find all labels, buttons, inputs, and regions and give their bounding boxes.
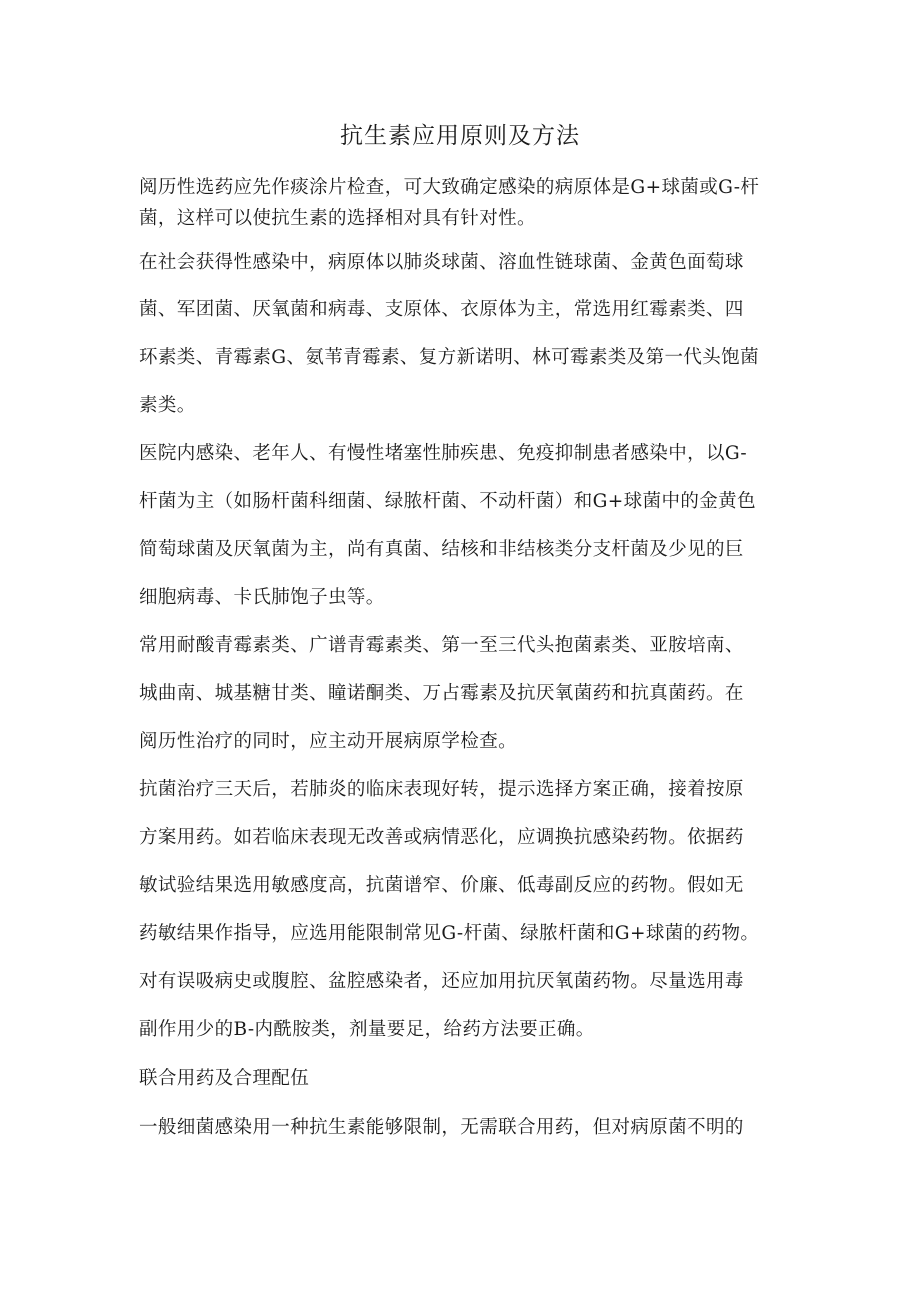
text-line: 常用耐酸青霉素类、广谱青霉素类、第一至三代头抱菌素类、亚胺培南、	[139, 635, 744, 656]
text-line: 阅历性治疗的同时，应主动开展病原学检查。	[139, 731, 518, 752]
text-line: 医院内感染、老年人、有慢性堵塞性肺疾患、免疫抑制患者感染中，以G-	[139, 443, 748, 464]
text-line: 菌、军团菌、厌氧菌和病毒、支原体、衣原体为主，常选用红霉素类、四	[139, 299, 744, 320]
text-line: 杆菌为主（如肠杆菌科细菌、绿脓杆菌、不动杆菌）和G+球菌中的金黄色	[139, 491, 756, 512]
text-line: 菌，这样可以使抗生素的选择相对具有针对性。	[139, 208, 536, 229]
text-line: 一般细菌感染用一种抗生素能够限制，无需联合用药，但对病原菌不明的	[139, 1117, 744, 1138]
text-line: 简萄球菌及厌氧菌为主，尚有真菌、结核和非结核类分支杆菌及少见的巨	[139, 539, 744, 560]
section-heading: 联合用药及合理配伍	[139, 1068, 310, 1089]
text-line: 在社会获得性感染中，病原体以肺炎球菌、溶血性链球菌、金黄色面萄球	[139, 252, 744, 273]
text-line: 环素类、青霉素G、氨苇青霉素、复方新诺明、林可霉素类及第一代头饱菌	[139, 347, 759, 368]
text-line: 城曲南、城基糖甘类、瞳诺酮类、万占霉素及抗厌氧菌药和抗真菌药。在	[139, 683, 744, 704]
text-line: 素类。	[139, 395, 196, 416]
text-line: 对有误吸病史或腹腔、盆腔感染者，还应加用抗厌氧菌药物。尽量选用毒	[139, 971, 744, 992]
document-title: 抗生素应用原则及方法	[340, 123, 580, 149]
text-line: 方案用药。如若临床表现无改善或病情恶化，应调换抗感染药物。依据药	[139, 827, 744, 848]
text-line: 抗菌治疗三天后，若肺炎的临床表现好转，提示选择方案正确，接着按原	[139, 779, 744, 800]
text-line: 细胞病毒、卡氏肺饱子虫等。	[139, 587, 385, 608]
text-line: 药敏结果作指导，应选用能限制常见G-杆菌、绿脓杆菌和G+球菌的药物。	[139, 923, 760, 944]
text-line: 副作用少的B-内酰胺类，剂量要足，给药方法要正确。	[139, 1019, 595, 1040]
text-line: 阅历性选药应先作痰涂片检查，可大致确定感染的病原体是G+球菌或G-杆	[139, 177, 760, 198]
text-line: 敏试验结果选用敏感度高，抗菌谱窄、价廉、低毒副反应的药物。假如无	[139, 875, 744, 896]
